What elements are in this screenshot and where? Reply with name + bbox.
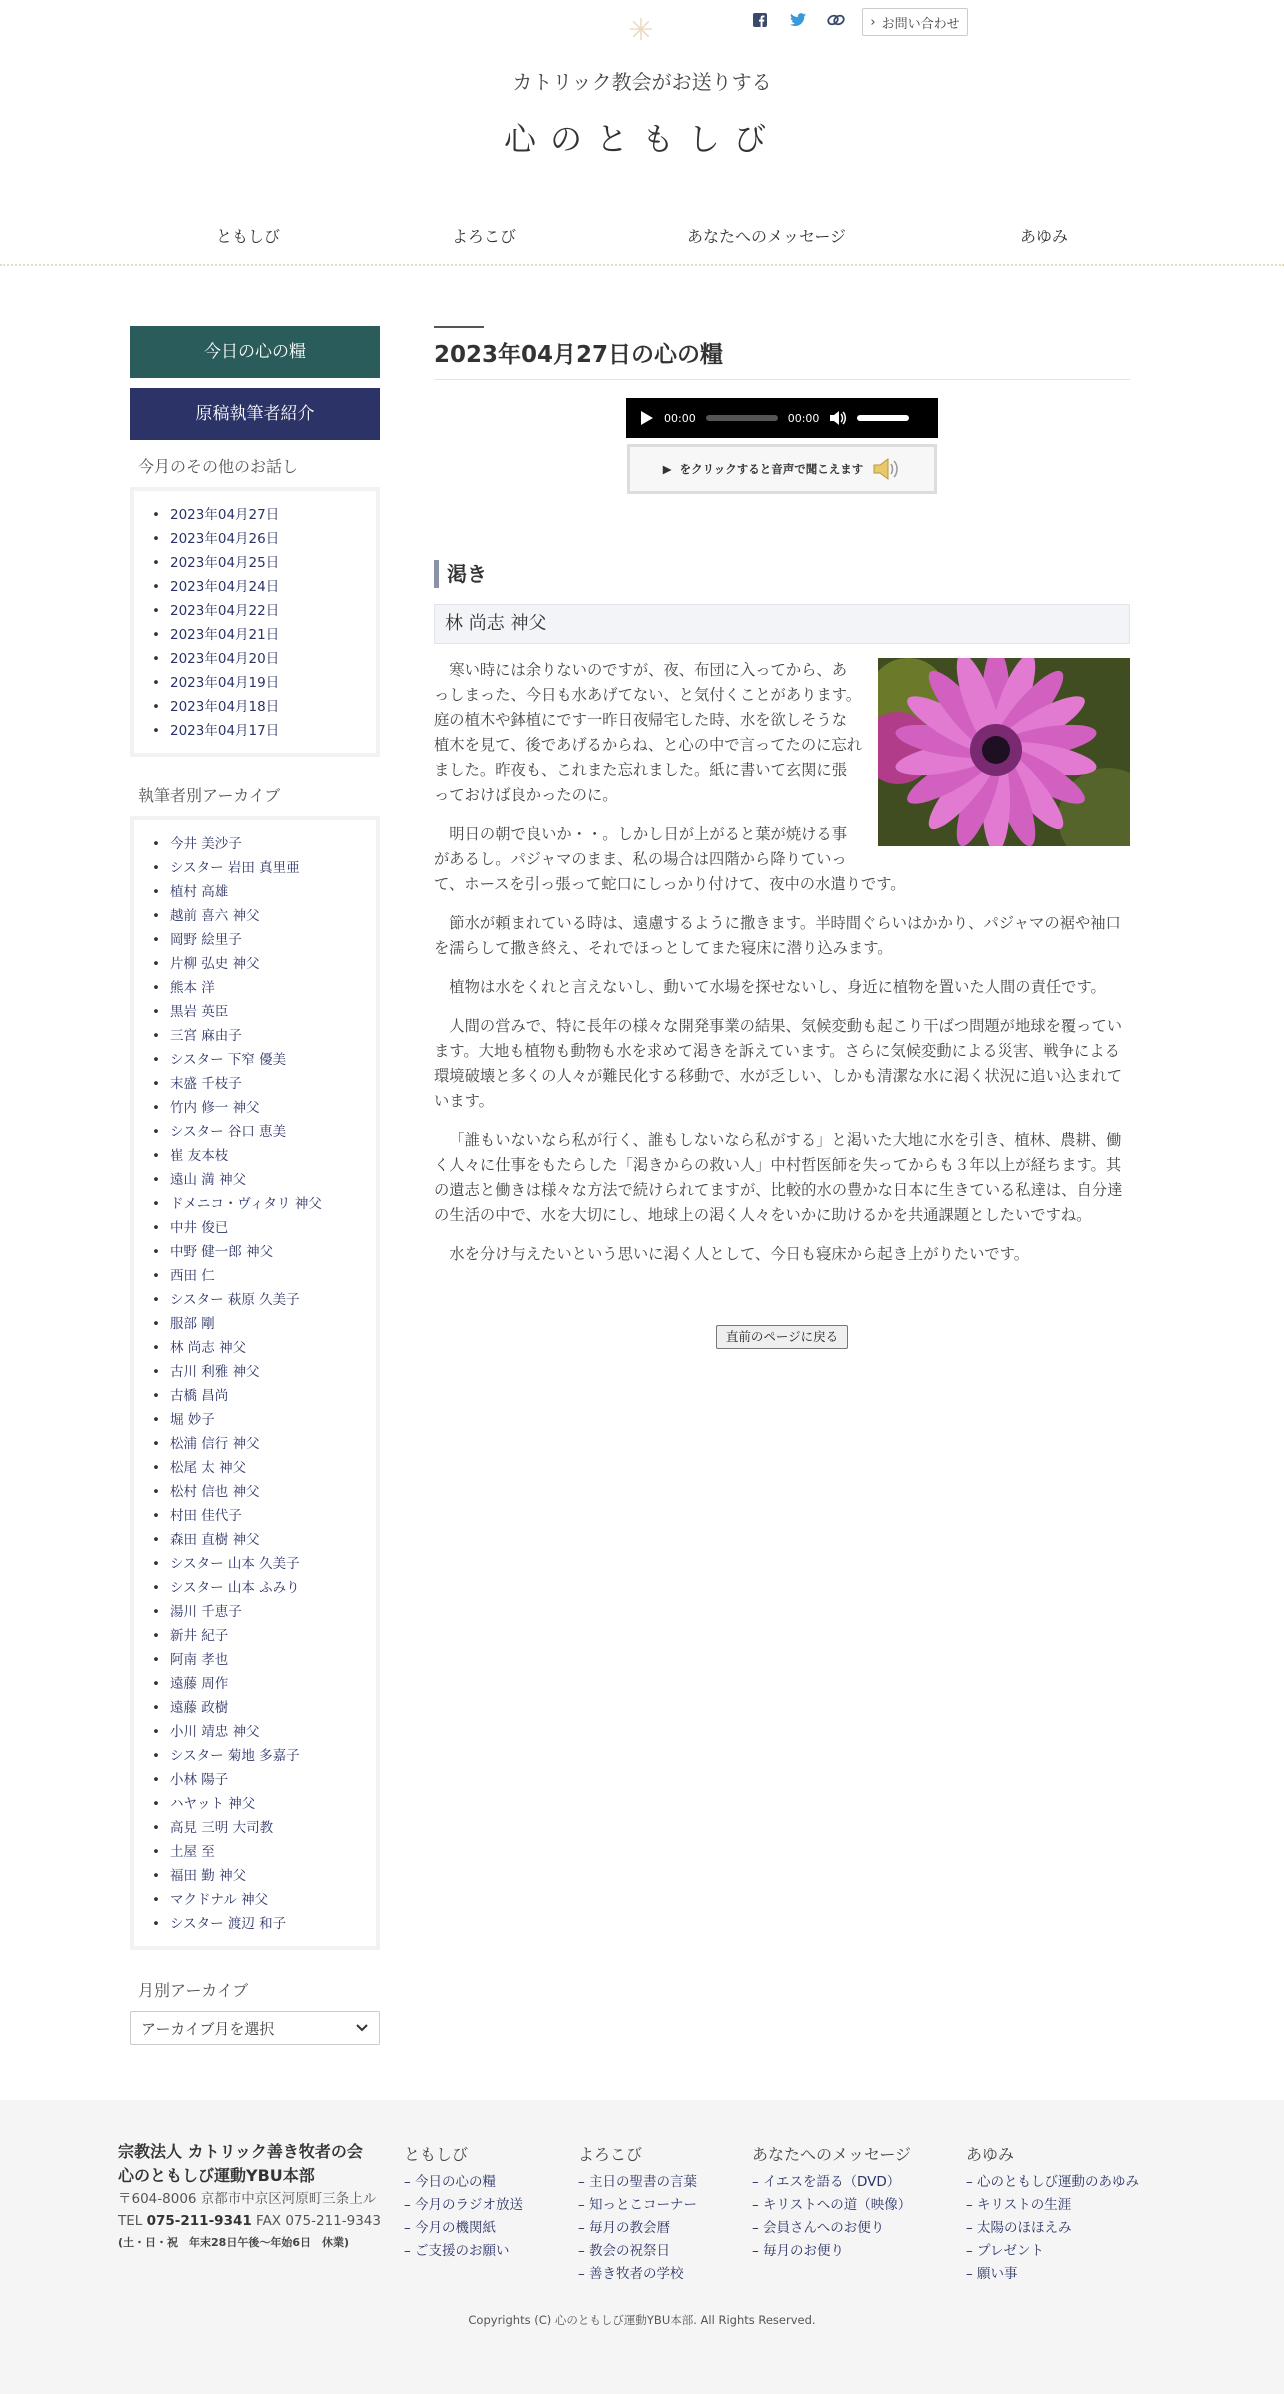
main-content <box>434 326 1130 1349</box>
body-paragraph: 人間の営みで、特に長年の様々な開発事業の結果、気候変動も起こり干ばつ問題が地球を覆っています。大地も植物も動物も水を求めて渇きを訴えています。さらに気候変動による災害、戦争による環境破壊と多くの人々が難民化する移動で、水が乏しい、しかも清潔な水に渇く状況に追い込まれています。 <box>434 1017 1123 1110</box>
section-title: 渇き <box>434 560 1130 588</box>
author-link[interactable]: • 土屋 至 <box>146 1840 376 1864</box>
author-link[interactable]: • シスター 谷口 恵美 <box>146 1120 376 1144</box>
nav-tomoshibi[interactable]: ともしび <box>216 227 281 246</box>
author-link[interactable]: • マクドナル 神父 <box>146 1888 376 1912</box>
footer-column <box>578 2142 697 2286</box>
author-link[interactable]: • 熊本 洋 <box>146 976 376 1000</box>
author-link[interactable]: • 末盛 千枝子 <box>146 1072 376 1096</box>
play-icon[interactable] <box>638 410 654 426</box>
footer-link[interactable]: – 主日の聖書の言葉 <box>578 2174 698 2190</box>
tagline: カトリック教会がお送りする <box>512 70 772 94</box>
author-link[interactable]: • 竹内 修一 神父 <box>146 1096 376 1120</box>
nav-yorokobi[interactable]: よろこび <box>452 227 517 246</box>
audio-duration: 00:00 <box>787 411 820 425</box>
author-link[interactable]: • 高見 三明 大司教 <box>146 1816 376 1840</box>
month-link[interactable]: • 2023年04月18日 <box>146 695 376 719</box>
post-title: 2023年04月27日の心の糧 <box>434 336 1130 380</box>
author-link[interactable]: • 黒岩 英臣 <box>146 1000 376 1024</box>
sidebar <box>130 326 380 2045</box>
body-paragraph: 節水が頼まれている時は、遠慮するように撒きます。半時間ぐらいはかかり、パジャマの裾や袖口を濡らして撒き終え、それでほっとしてまた寝床に潜り込みます。 <box>434 914 1121 957</box>
month-heading: 今月のその他のお話し <box>138 457 299 476</box>
author-link[interactable]: • 中井 俊已 <box>146 1216 376 1240</box>
footer-link[interactable]: – 教会の祝祭日 <box>578 2243 671 2259</box>
author-link[interactable]: • 崔 友本枝 <box>146 1144 376 1168</box>
author-list <box>146 832 376 1936</box>
month-link[interactable]: • 2023年04月20日 <box>146 647 376 671</box>
audio-hint-text: をクリックすると音声で聞こえます <box>679 462 864 476</box>
footer-link[interactable]: – キリストへの道（映像） <box>752 2197 912 2213</box>
author-link[interactable]: • 古橋 昌尚 <box>146 1384 376 1408</box>
footer-link[interactable]: – 知っとこコーナー <box>578 2197 698 2213</box>
org-subname: 心のともしび運動YBU本部 <box>118 2166 315 2185</box>
footer-column <box>752 2142 911 2263</box>
footer-link[interactable]: – 毎月のお便り <box>752 2243 845 2259</box>
footer-column-heading[interactable]: あなたへのメッセージ <box>752 2145 912 2164</box>
footer-link-list <box>752 2171 911 2263</box>
site-header <box>0 0 1284 266</box>
body-paragraph: 水を分け与えたいという思いに渇く人として、今日も寝床から起き上がりたいです。 <box>449 1245 1030 1263</box>
footer-link-list <box>578 2171 697 2286</box>
author-link[interactable]: • 森田 直樹 神父 <box>146 1528 376 1552</box>
title-rule <box>434 326 484 328</box>
footer-column <box>404 2142 523 2263</box>
body-paragraph: 寒い時には余りないのですが、夜、布団に入ってから、あっしまった、今日も水あげてない、と気付くことがあります。庭の植木や鉢植にです一昨日夜帰宅した時、水を欲しそうな植木を見て、後であげるからね、と心の中で言ってたのに忘れました。昨夜も、これまた忘れました。紙に書いて玄関に張っておけば良かったのに。 <box>434 661 863 804</box>
audio-seek-bar[interactable] <box>706 415 778 421</box>
author-link[interactable]: • 湯川 千恵子 <box>146 1600 376 1624</box>
author-link[interactable]: • 松尾 太 神父 <box>146 1456 376 1480</box>
play-triangle-icon: ▶ <box>662 462 672 476</box>
month-link[interactable]: • 2023年04月27日 <box>146 503 376 527</box>
author-link[interactable]: • シスター 山本 ふみり <box>146 1576 376 1600</box>
audio-current-time: 00:00 <box>664 411 696 425</box>
nav-message[interactable]: あなたへのメッセージ <box>687 227 847 246</box>
author-link[interactable]: • 遠山 満 神父 <box>146 1168 376 1192</box>
author-link[interactable]: • ハヤット 神父 <box>146 1792 376 1816</box>
back-button[interactable]: 直前のページに戻る <box>716 1325 848 1349</box>
body-paragraph: 「誰もいないなら私が行く、誰もしないなら私がする」と渇いた大地に水を引き、植林、農耕、働く人々に仕事をもたらした「渇きからの救い人」中村哲医師を失ってからも３年以上が経ちます。其の遺志と働きは様々な方法で続けられてますが、比較的水の豊かな日本に生きている私達は、自分達の生活の中で、水を大切にし、地球上の渇く人々をいかに助けるかを共通課題としたいですね。 <box>434 1131 1123 1224</box>
social-links <box>750 10 846 30</box>
chevron-right-icon: › <box>870 14 876 30</box>
author-link[interactable]: • 三宮 麻由子 <box>146 1024 376 1048</box>
footer-link[interactable]: – 願い事 <box>966 2266 1018 2282</box>
author-link[interactable]: • 岡野 絵里子 <box>146 928 376 952</box>
fax-number: FAX 075-211-9343 <box>256 2213 381 2229</box>
star-ornament-icon: ✳ <box>628 13 654 48</box>
footer-link[interactable]: – イエスを語る（DVD） <box>752 2174 901 2190</box>
site-footer <box>0 2100 1284 2394</box>
facebook-icon[interactable] <box>750 10 770 30</box>
authors-list-box <box>130 816 380 1950</box>
link-icon[interactable] <box>826 10 846 30</box>
month-link[interactable]: • 2023年04月25日 <box>146 551 376 575</box>
author-link[interactable]: • 古川 利雅 神父 <box>146 1360 376 1384</box>
author-link[interactable]: • ドメニコ・ヴィタリ 神父 <box>146 1192 376 1216</box>
author-link[interactable]: • 中野 健一郎 神父 <box>146 1240 376 1264</box>
author-link[interactable]: • 遠藤 政樹 <box>146 1696 376 1720</box>
audio-hint-box <box>627 444 937 494</box>
chevron-down-icon <box>355 2023 369 2033</box>
phone-fax <box>118 2210 398 2232</box>
author-link[interactable]: • 服部 剛 <box>146 1312 376 1336</box>
author-link[interactable]: • 堀 妙子 <box>146 1408 376 1432</box>
month-link[interactable]: • 2023年04月19日 <box>146 671 376 695</box>
author-link[interactable]: • 阿南 孝也 <box>146 1648 376 1672</box>
tel-number[interactable]: 075-211-9341 <box>146 2213 252 2229</box>
authors-intro-button[interactable]: 原稿執筆者紹介 <box>130 388 380 440</box>
footer-link[interactable]: – 心のともしび運動のあゆみ <box>966 2174 1140 2190</box>
author-link[interactable]: • 林 尚志 神父 <box>146 1336 376 1360</box>
author-link[interactable]: • シスター 岩田 真里亜 <box>146 856 376 880</box>
author-link[interactable]: • 西田 仁 <box>146 1264 376 1288</box>
author-link[interactable]: • 遠藤 周作 <box>146 1672 376 1696</box>
twitter-icon[interactable] <box>788 10 808 30</box>
volume-icon[interactable] <box>829 410 847 426</box>
footer-link[interactable]: – ご支援のお願い <box>404 2243 510 2259</box>
body-paragraph: 植物は水をくれと言えないし、動いて水場を探せないし、身近に植物を置いた人間の責任です。 <box>449 978 1106 996</box>
global-nav <box>0 224 1284 254</box>
footer-column <box>966 2142 1139 2286</box>
authors-heading: 執筆者別アーカイブ <box>138 786 281 805</box>
author-link[interactable]: • 片柳 弘史 神父 <box>146 952 376 976</box>
month-link[interactable]: • 2023年04月21日 <box>146 623 376 647</box>
footer-link[interactable]: – プレゼント <box>966 2243 1045 2259</box>
author-link[interactable]: • シスター 菊地 多嘉子 <box>146 1744 376 1768</box>
monthly-archive-heading: 月別アーカイブ <box>138 1981 249 2000</box>
archive-month-select[interactable] <box>130 2011 380 2045</box>
speaker-icon <box>871 456 901 482</box>
author-link[interactable]: • 越前 喜六 神父 <box>146 904 376 928</box>
copyright: Copyrights (C) 心のともしび運動YBU本部. All Rights Reserved. <box>468 2313 816 2327</box>
author-link[interactable]: • 小林 陽子 <box>146 1768 376 1792</box>
org-info <box>118 2140 398 2254</box>
footer-link[interactable]: – 太陽のほほえみ <box>966 2220 1072 2236</box>
footer-link[interactable]: – 善き牧者の学校 <box>578 2266 684 2282</box>
author-link[interactable]: • 松村 信也 神父 <box>146 1480 376 1504</box>
month-link[interactable]: • 2023年04月22日 <box>146 599 376 623</box>
month-link[interactable]: • 2023年04月24日 <box>146 575 376 599</box>
author-link[interactable]: • 小川 靖忠 神父 <box>146 1720 376 1744</box>
footer-link-list <box>404 2171 523 2263</box>
author-link[interactable]: • シスター 渡辺 和子 <box>146 1912 376 1936</box>
footer-link[interactable]: – 今月のラジオ放送 <box>404 2197 524 2213</box>
footer-link[interactable]: – 今月の機関紙 <box>404 2220 497 2236</box>
article-body <box>434 658 1130 1267</box>
month-link[interactable]: • 2023年04月26日 <box>146 527 376 551</box>
audio-player <box>626 398 938 438</box>
author-name: 林 尚志 神父 <box>434 604 1130 644</box>
author-link[interactable]: • シスター 山本 久美子 <box>146 1552 376 1576</box>
business-hours-note: (土・日・祝 年末28日午後〜年始6日 休業) <box>118 2236 350 2249</box>
footer-link[interactable]: – 会員さんへのお便り <box>752 2220 885 2236</box>
footer-link[interactable]: – 今日の心の糧 <box>404 2174 497 2190</box>
author-link[interactable]: • 村田 佳代子 <box>146 1504 376 1528</box>
author-link[interactable]: • 植村 高雄 <box>146 880 376 904</box>
org-name: 宗教法人 カトリック善き牧者の会 <box>118 2142 363 2161</box>
body-paragraph: 明日の朝で良いか・・。しかし日が上がると葉が焼ける事があるし。パジャマのまま、私の場合は四階から降りていって、ホースを引っ張って蛇口にしっかり付けて、夜中の水遣りです。 <box>434 825 906 893</box>
nav-ayumi[interactable]: あゆみ <box>1020 227 1069 246</box>
author-link[interactable]: • シスター 萩原 久美子 <box>146 1288 376 1312</box>
tel-label: TEL <box>118 2213 143 2229</box>
month-list <box>146 503 376 743</box>
footer-column-heading[interactable]: あゆみ <box>966 2145 1015 2164</box>
author-link[interactable]: • シスター 下窄 優美 <box>146 1048 376 1072</box>
author-link[interactable]: • 松浦 信行 神父 <box>146 1432 376 1456</box>
volume-slider[interactable] <box>857 415 909 421</box>
contact-button[interactable] <box>862 8 968 36</box>
contact-label: お問い合わせ <box>881 16 960 32</box>
footer-link-list <box>966 2171 1139 2286</box>
footer-column-heading[interactable]: よろこび <box>578 2145 643 2164</box>
footer-link[interactable]: – キリストの生涯 <box>966 2197 1072 2213</box>
author-link[interactable]: • 新井 紀子 <box>146 1624 376 1648</box>
site-title[interactable]: 心のともしび <box>503 120 780 158</box>
footer-column-heading[interactable]: ともしび <box>404 2145 469 2164</box>
archive-select-label: アーカイブ月を選択 <box>141 2019 275 2038</box>
flower-image <box>878 658 1130 846</box>
author-link[interactable]: • 今井 美沙子 <box>146 832 376 856</box>
author-link[interactable]: • 福田 勤 神父 <box>146 1864 376 1888</box>
address: 〒604-8006 京都市中京区河原町三条上ル <box>118 2191 377 2207</box>
footer-link[interactable]: – 毎月の教会暦 <box>578 2220 671 2236</box>
month-list-box <box>130 487 380 757</box>
today-button[interactable]: 今日の心の糧 <box>130 326 380 378</box>
month-link[interactable]: • 2023年04月17日 <box>146 719 376 743</box>
